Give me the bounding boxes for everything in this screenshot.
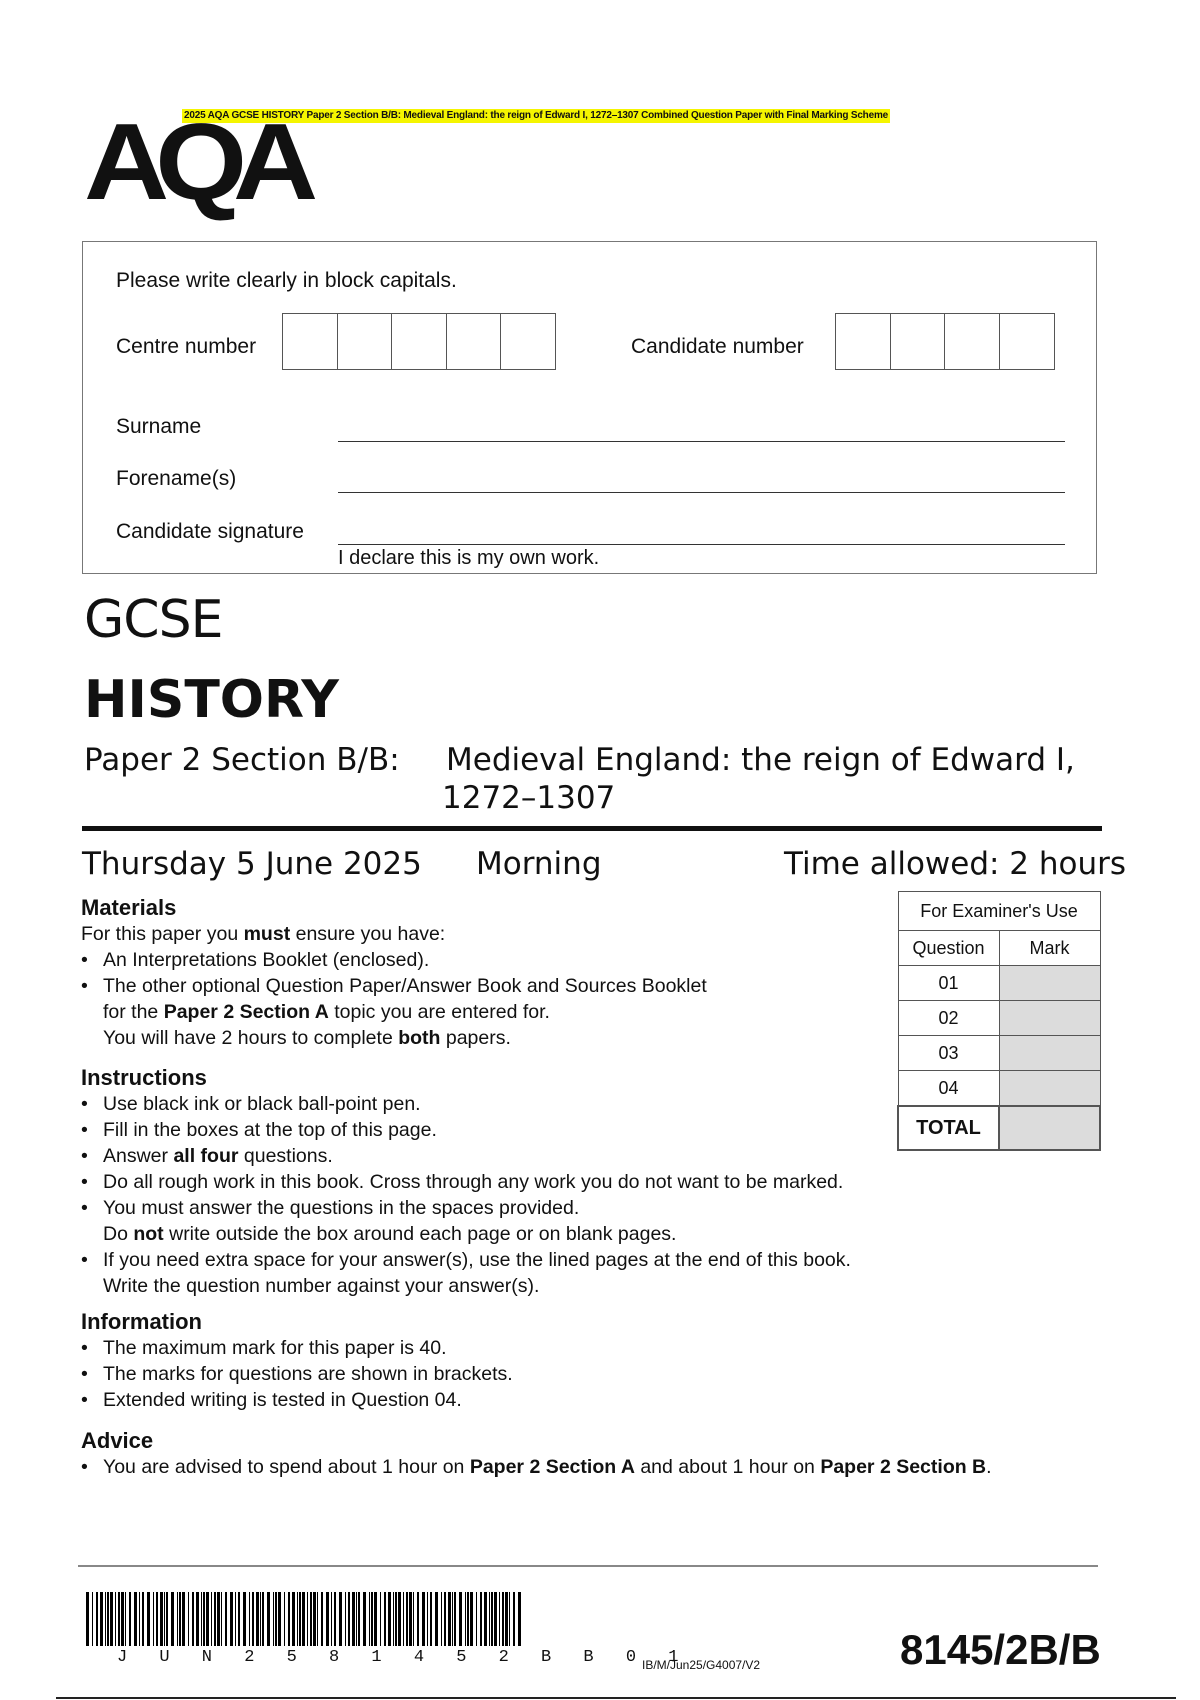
barcode-bar (278, 1592, 281, 1646)
barcode-bar (384, 1592, 386, 1646)
barcode-bar (177, 1592, 178, 1646)
barcode-bar (249, 1592, 250, 1646)
barcode-bar (275, 1592, 277, 1646)
list-item: • Do all rough work in this book. Cross through any work you do not want to be marked. (81, 1169, 851, 1195)
barcode-bar (225, 1592, 227, 1646)
table-row-total (898, 1106, 1100, 1150)
examiners-use-title: For Examiner's Use (898, 892, 1100, 931)
barcode-bar (505, 1592, 508, 1646)
barcode-bar (110, 1592, 113, 1646)
barcode-bar (273, 1592, 274, 1646)
centre-digit-box[interactable] (500, 313, 556, 370)
barcode-bar (134, 1592, 137, 1646)
barcode-bar (480, 1592, 482, 1646)
barcode-bar (203, 1592, 205, 1646)
barcode-bar (147, 1592, 150, 1646)
surname-field[interactable] (338, 441, 1065, 442)
barcode-bar (302, 1592, 305, 1646)
barcode-bar (476, 1592, 477, 1646)
barcode-bar (262, 1592, 264, 1646)
table-row (898, 1071, 1100, 1107)
barcode-bar (380, 1592, 381, 1646)
barcode-bar (470, 1592, 473, 1646)
candidate-number-boxes[interactable] (835, 313, 1053, 370)
barcode-bar (358, 1592, 360, 1646)
barcode-bar (484, 1592, 487, 1646)
barcode-bar (459, 1592, 462, 1646)
barcode-bar (192, 1592, 194, 1646)
signature-label: Candidate signature (116, 520, 304, 543)
barcode-bar (441, 1592, 442, 1646)
column-header-question: Question (898, 931, 999, 966)
barcode-bar (395, 1592, 397, 1646)
barcode-bar (348, 1592, 350, 1646)
barcode-bar (96, 1592, 98, 1646)
declaration-text: I declare this is my own work. (338, 547, 600, 569)
mark-cell[interactable] (999, 1036, 1100, 1071)
list-item: • Extended writing is tested in Question 04. (81, 1387, 513, 1413)
barcode-bar (413, 1592, 414, 1646)
centre-digit-box[interactable] (282, 313, 338, 370)
advice-section (81, 1428, 992, 1480)
centre-digit-box[interactable] (391, 313, 447, 370)
list-item: • The maximum mark for this paper is 40. (81, 1335, 513, 1361)
mark-cell[interactable] (999, 1071, 1100, 1107)
information-section (81, 1309, 513, 1413)
title-banner: 2025 AQA GCSE HISTORY Paper 2 Section B/B: Medieval England: the reign of Edward I, 1272–1307 Combined Question Paper with Final Marking Scheme (184, 110, 888, 121)
barcode-bar (317, 1592, 318, 1646)
barcode-bar (214, 1592, 216, 1646)
title-divider (82, 826, 1102, 831)
barcode-bar (430, 1592, 432, 1646)
barcode-bar (139, 1592, 140, 1646)
barcode-bar (452, 1592, 453, 1646)
barcode-bar (260, 1592, 261, 1646)
barcode-bar (406, 1592, 408, 1646)
list-item: • Answer all four questions. (81, 1143, 851, 1169)
qualification-title: GCSE (84, 590, 223, 650)
mark-cell[interactable] (999, 1001, 1100, 1036)
materials-heading: Materials (81, 895, 177, 920)
barcode-bar (267, 1592, 270, 1646)
materials-section (81, 895, 707, 1051)
barcode-bar (491, 1592, 493, 1646)
forenames-label: Forename(s) (116, 467, 237, 490)
candidate-digit-box[interactable] (999, 313, 1055, 370)
barcode-bar (100, 1592, 103, 1646)
barcode-bar (435, 1592, 438, 1646)
list-item: • If you need extra space for your answer(s), use the lined pages at the end of this book. (81, 1247, 851, 1273)
question-number: 01 (898, 966, 999, 1001)
barcode-bar (211, 1592, 212, 1646)
barcode-bar (331, 1592, 332, 1646)
barcode-bar (299, 1592, 301, 1646)
candidate-number-label: Candidate number (631, 335, 804, 358)
barcode-bar (444, 1592, 446, 1646)
barcode-bar (182, 1592, 185, 1646)
barcode-bar (238, 1592, 240, 1646)
barcode-bar (339, 1592, 342, 1646)
barcode-bar (326, 1592, 329, 1646)
barcode-bar (142, 1592, 144, 1646)
barcode-bar (448, 1592, 451, 1646)
examiners-use-table (897, 891, 1101, 1151)
barcode-bar (321, 1592, 323, 1646)
barcode-bar (153, 1592, 154, 1646)
barcode-bar (92, 1592, 93, 1646)
topic-title-line2: 1272–1307 (442, 780, 616, 816)
list-item: • You must answer the questions in the spaces provided. (81, 1195, 851, 1221)
barcode-bar (121, 1592, 124, 1646)
barcode-bar (409, 1592, 412, 1646)
page-bottom-rule (56, 1697, 1176, 1699)
barcode-bar (393, 1592, 394, 1646)
barcode-bar (509, 1592, 510, 1646)
barcode-bar (502, 1592, 504, 1646)
barcode-bar (334, 1592, 336, 1646)
barcode-bar (107, 1592, 109, 1646)
barcode-bar (160, 1592, 163, 1646)
materials-intro: For this paper you must ensure you have: (81, 923, 446, 945)
barcode-bar (206, 1592, 209, 1646)
instructions-heading: Instructions (81, 1065, 207, 1090)
barcode-bar (243, 1592, 246, 1646)
centre-digit-box[interactable] (337, 313, 393, 370)
barcode-bar (171, 1592, 174, 1646)
barcode-bar (164, 1592, 165, 1646)
block-capitals-instruction: Please write clearly in block capitals. (116, 269, 457, 292)
barcode-bar (292, 1592, 295, 1646)
barcode-bar (388, 1592, 391, 1646)
barcode-bar (86, 1592, 89, 1646)
barcode-bar (313, 1592, 316, 1646)
barcode (86, 1592, 526, 1648)
barcode-bar (115, 1592, 116, 1646)
barcode-bar (179, 1592, 181, 1646)
barcode-bar (118, 1592, 120, 1646)
centre-number-label: Centre number (116, 335, 257, 358)
list-item-continuation: Write the question number against your answer(s). (103, 1275, 540, 1297)
topic-title-line1: Medieval England: the reign of Edward I, (446, 742, 1075, 778)
barcode-bar (417, 1592, 419, 1646)
barcode-bar (352, 1592, 355, 1646)
paper-code: 8145/2B/B (900, 1626, 1101, 1673)
barcode-bar (235, 1592, 236, 1646)
barcode-bar (454, 1592, 456, 1646)
question-number: 03 (898, 1036, 999, 1071)
table-row (898, 966, 1100, 1001)
barcode-bar (403, 1592, 404, 1646)
list-item: • Fill in the boxes at the top of this page. (81, 1117, 851, 1143)
barcode-bar (494, 1592, 497, 1646)
instructions-section (81, 1065, 851, 1299)
barcode-bar (518, 1592, 521, 1646)
barcode-bar (374, 1592, 377, 1646)
surname-label: Surname (116, 415, 202, 438)
barcode-text: J U N 2 5 8 1 4 5 2 B B 0 1 (117, 1648, 690, 1667)
barcode-bar (166, 1592, 168, 1646)
signature-field[interactable] (338, 544, 1065, 545)
barcode-bar (230, 1592, 233, 1646)
barcode-bar (489, 1592, 490, 1646)
barcode-bar (467, 1592, 469, 1646)
question-number: 04 (898, 1071, 999, 1107)
barcode-bar (256, 1592, 259, 1646)
barcode-bar (297, 1592, 298, 1646)
mark-cell[interactable] (999, 966, 1100, 1001)
table-row (898, 1001, 1100, 1036)
barcode-bar (288, 1592, 290, 1646)
paper-label: Paper 2 Section B/B: (84, 742, 400, 778)
barcode-bar (369, 1592, 370, 1646)
paper-reference: IB/M/Jun25/G4007/V2 (642, 1658, 761, 1672)
barcode-bar (513, 1592, 515, 1646)
barcode-bar (217, 1592, 220, 1646)
barcode-bar (310, 1592, 312, 1646)
barcode-bar (345, 1592, 346, 1646)
list-item-continuation: for the Paper 2 Section A topic you are entered for. (103, 1001, 550, 1023)
barcode-bar (422, 1592, 425, 1646)
centre-number-boxes[interactable] (282, 313, 555, 370)
candidate-digit-box[interactable] (890, 313, 946, 370)
column-header-mark: Mark (999, 931, 1100, 966)
barcode-bar (221, 1592, 222, 1646)
total-mark-cell[interactable] (999, 1106, 1100, 1150)
barcode-bar (427, 1592, 428, 1646)
candidate-digit-box[interactable] (835, 313, 891, 370)
barcode-bar (188, 1592, 189, 1646)
barcode-bar (129, 1592, 131, 1646)
aqa-logo: AQA (84, 101, 305, 223)
barcode-bar (465, 1592, 466, 1646)
barcode-bar (499, 1592, 500, 1646)
advice-heading: Advice (81, 1428, 154, 1453)
forenames-field[interactable] (338, 492, 1065, 493)
list-item-continuation: You will have 2 hours to complete both papers. (103, 1027, 511, 1049)
barcode-bar (252, 1592, 254, 1646)
information-heading: Information (81, 1309, 202, 1334)
barcode-bar (125, 1592, 126, 1646)
barcode-bar (105, 1592, 106, 1646)
exam-date: Thursday 5 June 2025 (82, 846, 422, 882)
time-allowed: Time allowed: 2 hours (784, 846, 1127, 882)
list-item: • An Interpretations Booklet (enclosed). (81, 947, 707, 973)
barcode-bar (201, 1592, 202, 1646)
barcode-bar (156, 1592, 158, 1646)
total-label: TOTAL (898, 1106, 999, 1150)
table-row (898, 1036, 1100, 1071)
barcode-bar (284, 1592, 285, 1646)
list-item: • The marks for questions are shown in brackets. (81, 1361, 513, 1387)
barcode-bar (307, 1592, 308, 1646)
candidate-details-box (82, 241, 1097, 574)
candidate-digit-box[interactable] (944, 313, 1000, 370)
barcode-bar (196, 1592, 199, 1646)
barcode-bar (363, 1592, 366, 1646)
barcode-bar (371, 1592, 373, 1646)
subject-title: HISTORY (84, 670, 339, 730)
centre-digit-box[interactable] (446, 313, 502, 370)
exam-session: Morning (476, 846, 602, 882)
list-item: • Use black ink or black ball-point pen. (81, 1091, 851, 1117)
barcode-bar (398, 1592, 401, 1646)
list-item-continuation: Do not write outside the box around each page or on blank pages. (103, 1223, 677, 1245)
list-item: • You are advised to spend about 1 hour on Paper 2 Section A and about 1 hour on Paper 2 Section B. (81, 1454, 992, 1480)
question-number: 02 (898, 1001, 999, 1036)
barcode-bar (356, 1592, 357, 1646)
footer-divider (78, 1565, 1098, 1567)
list-item: • The other optional Question Paper/Answer Book and Sources Booklet (81, 973, 707, 999)
